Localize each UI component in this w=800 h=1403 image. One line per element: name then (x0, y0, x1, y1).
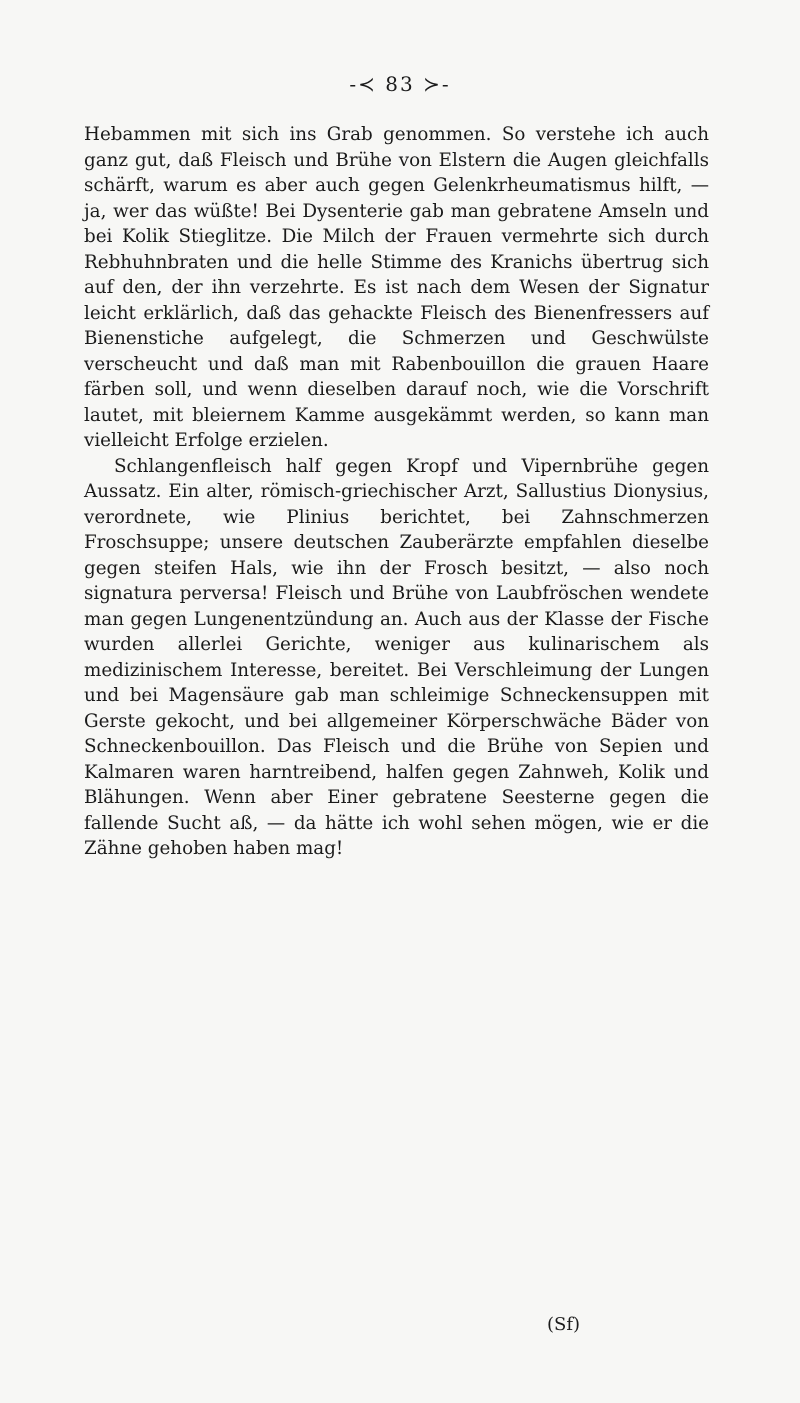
page-number: -≺ 83 ≻- (349, 72, 451, 96)
paragraph-2: Schlangenfleisch half gegen Kropf und Vipernbrühe gegen Aussatz. Ein alter, römisch-griechischer Arzt, Sallustius Dionysius, verordnete, wie Plinius berichtet, bei Zahnschmerzen Froschsuppe; unsere deutschen Zauberärzte empfahlen dieselbe gegen steifen Hals, wie ihn der Frosch besitzt, — also noch signatura perversa! Fleisch und Brühe von Laubfröschen wendete man gegen Lungenentzündung an. Auch aus der Klasse der Fische wurden allerlei Gerichte, weniger aus kulinarischem als medizinischem Interesse, bereitet. Bei Verschleimung der Lungen und bei Magensäure gab man schleimige Schneckensuppen mit Gerste gekocht, und bei allgemeiner Körperschwäche Bäder von Schneckenbouillon. Das Fleisch und die Brühe von Sepien und Kalmaren waren harntreibend, halfen gegen Zahnweh, Kolik und Blähungen. Wenn aber Einer gebratene Seesterne gegen die fallende Sucht aß, — da hätte ich wohl sehen mögen, wie er die Zähne gehoben haben mag! (84, 455, 709, 859)
body-text (84, 122, 709, 862)
paragraph-1: Hebammen mit sich ins Grab genommen. So verstehe ich auch ganz gut, daß Fleisch und Brühe von Elstern die Augen gleichfalls schärft, warum es aber auch gegen Gelenkrheumatismus hilft, — ja, wer das wüßte! Bei Dysenterie gab man gebratene Amseln und bei Kolik Stieglitze. Die Milch der Frauen vermehrte sich durch Rebhuhnbraten und die helle Stimme des Kranichs übertrug sich auf den, der ihn verzehrte. Es ist nach dem Wesen der Signatur leicht erklärlich, daß das gehackte Fleisch des Bienenfressers auf Bienenstiche aufgelegt, die Schmerzen und Geschwülste verscheucht und daß man mit Rabenbouillon die grauen Haare färben soll, und wenn dieselben darauf noch, wie die Vorschrift lautet, mit bleiernem Kamme ausgekämmt werden, so kann man vielleicht Erfolge erzielen. (84, 124, 709, 451)
catchword: (Sf) (547, 1314, 581, 1335)
